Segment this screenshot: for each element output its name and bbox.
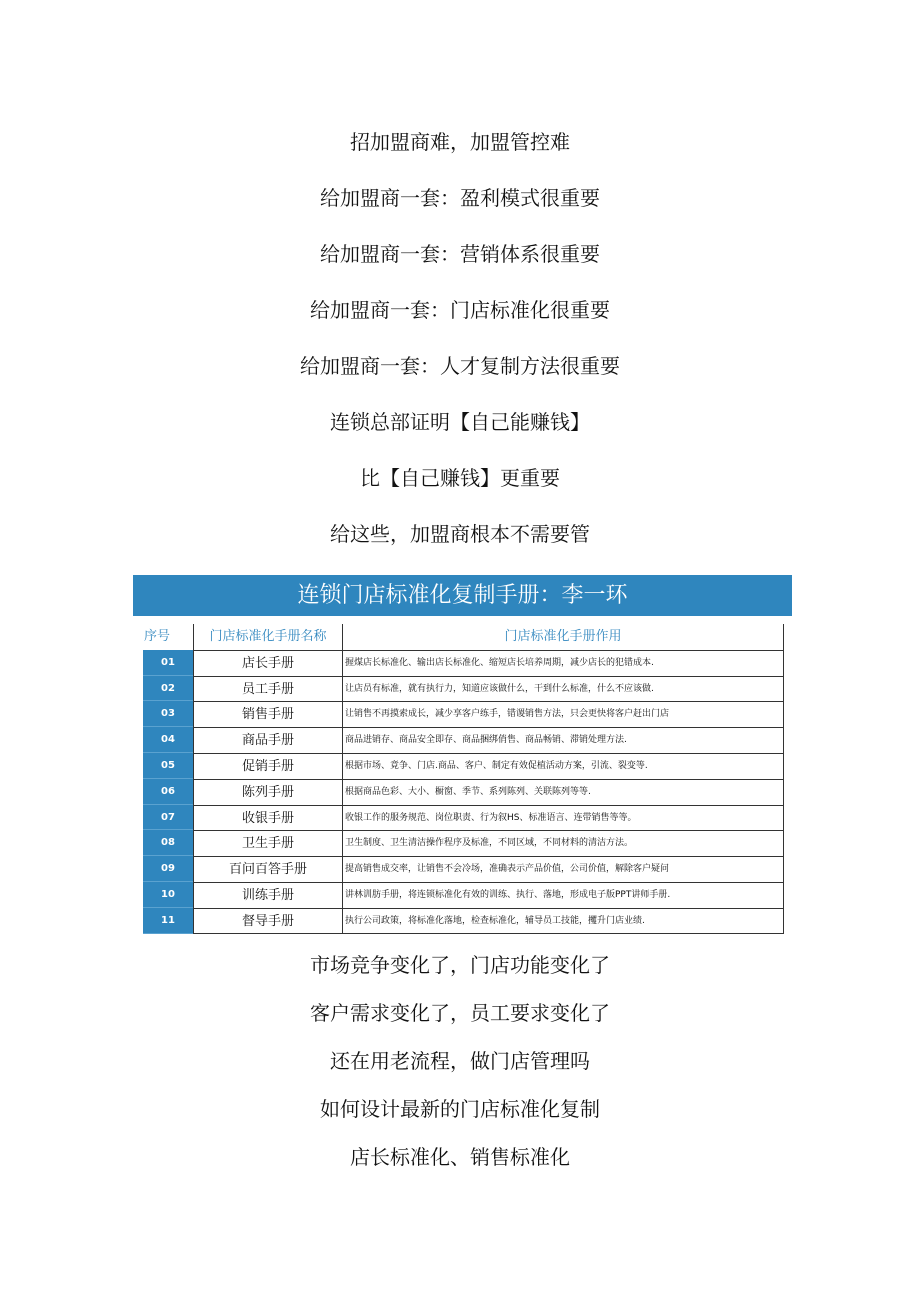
intro-line-8: 给这些，加盟商根本不需要管 bbox=[330, 522, 590, 546]
manual-name: 店长手册 bbox=[193, 650, 342, 676]
manual-name: 促销手册 bbox=[193, 753, 342, 779]
outro-line-3: 还在用老流程，做门店管理吗 bbox=[330, 1049, 590, 1073]
manual-use: 让店员有标准，就有执行力，知道应该做什么，干到什么标准，什么不应该做. bbox=[342, 676, 784, 702]
table-row bbox=[143, 650, 784, 676]
row-number: 02 bbox=[143, 676, 193, 702]
row-number: 03 bbox=[143, 701, 193, 727]
table-row bbox=[143, 908, 784, 934]
manual-name: 商品手册 bbox=[193, 727, 342, 753]
table-header-row bbox=[143, 624, 784, 650]
manual-use: 根据商品色彩、大小、橱窗、季节、系列陈列、关联陈列等等. bbox=[342, 779, 784, 805]
header-name: 门店标准化手册名称 bbox=[193, 624, 342, 650]
row-number: 01 bbox=[143, 650, 193, 676]
manual-use: 讲林训肪手册，将连锁标准化有效的训练、执行、落地，形成电子版PPT讲师手册. bbox=[342, 882, 784, 908]
header-no: 序号 bbox=[143, 624, 193, 650]
header-use: 门店标准化手册作用 bbox=[342, 624, 784, 650]
row-number: 04 bbox=[143, 727, 193, 753]
manual-table bbox=[143, 624, 784, 934]
manual-name: 督导手册 bbox=[193, 908, 342, 934]
manual-name: 卫生手册 bbox=[193, 830, 342, 856]
table-row bbox=[143, 727, 784, 753]
manual-name: 销售手册 bbox=[193, 701, 342, 727]
manual-use: 卫生制度、卫生清洁操作程序及标准，不同区域，不同材料的清洁方法。 bbox=[342, 830, 784, 856]
row-number: 06 bbox=[143, 779, 193, 805]
table-row bbox=[143, 701, 784, 727]
table-row bbox=[143, 753, 784, 779]
table-row bbox=[143, 856, 784, 882]
outro-line-1: 市场竞争变化了，门店功能变化了 bbox=[310, 953, 610, 977]
manual-name: 员工手册 bbox=[193, 676, 342, 702]
manual-use: 收银工作的服务规范、岗位职责、行为叙HS、标准语言、连带销售等等。 bbox=[342, 805, 784, 831]
table-row bbox=[143, 676, 784, 702]
manual-use: 根据市场、竟争、门店.商品、客户、制定有效促植活动方案，引流、裂变等. bbox=[342, 753, 784, 779]
table-row bbox=[143, 830, 784, 856]
intro-line-5: 给加盟商一套：人才复制方法很重要 bbox=[300, 354, 620, 378]
manual-use: 提高销售成交率，让销售不会冷场，准确表示产品价值，公司价值，解除客户疑问 bbox=[342, 856, 784, 882]
row-number: 10 bbox=[143, 882, 193, 908]
intro-line-3: 给加盟商一套：营销体系很重要 bbox=[320, 242, 600, 266]
manual-use: 执行公司政策，将标准化落地，检查标准化，辅导员工技能，攫升门店业绩. bbox=[342, 908, 784, 934]
manual-banner-title: 连锁门店标准化复制手册：李一环 bbox=[133, 575, 792, 616]
intro-line-4: 给加盟商一套：门店标准化很重要 bbox=[310, 298, 610, 322]
outro-line-2: 客户需求变化了，员工要求变化了 bbox=[310, 1001, 610, 1025]
table-row bbox=[143, 805, 784, 831]
manual-name: 百问百答手册 bbox=[193, 856, 342, 882]
intro-line-6: 连锁总部证明【自己能赚钱】 bbox=[330, 410, 590, 434]
manual-use: 握煤店长标准化、输出店长标准化、缩短店长培养周期，减少店长的犯错成本. bbox=[342, 650, 784, 676]
intro-line-7: 比【自己赚钱】更重要 bbox=[360, 466, 560, 490]
row-number: 07 bbox=[143, 805, 193, 831]
row-number: 11 bbox=[143, 908, 193, 934]
outro-line-4: 如何设计最新的门店标准化复制 bbox=[320, 1097, 600, 1121]
manual-name: 陈列手册 bbox=[193, 779, 342, 805]
outro-line-5: 店长标准化、销售标准化 bbox=[350, 1145, 570, 1169]
manual-use: 商品进销存、商品安全即存、商品捆绑俏售、商品畅销、滞销处理方法. bbox=[342, 727, 784, 753]
manual-name: 收银手册 bbox=[193, 805, 342, 831]
manual-name: 训练手册 bbox=[193, 882, 342, 908]
intro-line-1: 招加盟商难，加盟管控难 bbox=[350, 130, 570, 154]
row-number: 05 bbox=[143, 753, 193, 779]
table-row bbox=[143, 779, 784, 805]
table-row bbox=[143, 882, 784, 908]
row-number: 08 bbox=[143, 830, 193, 856]
intro-line-2: 给加盟商一套：盈利模式很重要 bbox=[320, 186, 600, 210]
row-number: 09 bbox=[143, 856, 193, 882]
manual-use: 让销售不再摸索成长，减少享客户练手，错谡销售方法，只会更快将客户赶出门店 bbox=[342, 701, 784, 727]
